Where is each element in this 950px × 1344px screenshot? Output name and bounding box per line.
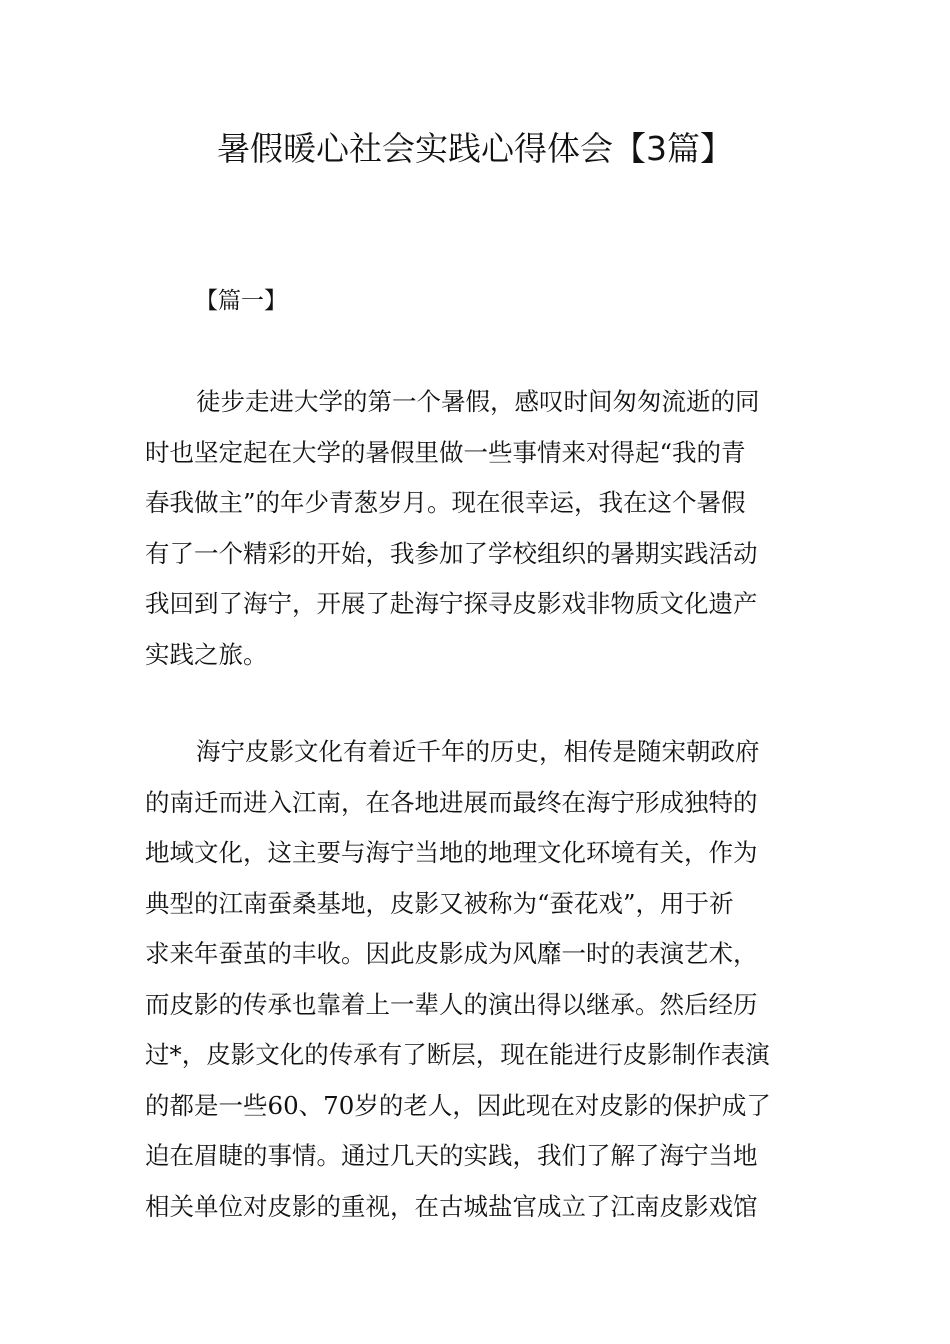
paragraph-line: 时也坚定起在大学的暑假里做一些事情来对得起“我的青 bbox=[145, 437, 746, 467]
paragraph-line: 典型的江南蚕桑基地，皮影又被称为“蚕花戏”，用于祈 bbox=[145, 888, 734, 918]
paragraph-line: 地域文化，这主要与海宁当地的地理文化环境有关，作为 bbox=[145, 838, 758, 867]
paragraph-line: 相关单位对皮影的重视，在古城盐官成立了江南皮影戏馆 bbox=[145, 1191, 758, 1221]
paragraph-line: 的都是一些60、70岁的老人，因此现在对皮影的保护成了 bbox=[145, 1090, 771, 1120]
paragraph-line: 春我做主”的年少青葱岁月。现在很幸运，我在这个暑假 bbox=[145, 488, 746, 517]
paragraph-line: 徒步走进大学的第一个暑假，感叹时间匆匆流逝的同 bbox=[196, 387, 760, 416]
paragraph-line: 迫在眉睫的事情。通过几天的实践，我们了解了海宁当地 bbox=[145, 1141, 758, 1170]
document-title: 暑假暖心社会实践心得体会【3篇】 bbox=[217, 129, 733, 168]
paragraph-line: 有了一个精彩的开始，我参加了学校组织的暑期实践活动 bbox=[145, 538, 758, 568]
paragraph-1 bbox=[145, 377, 807, 680]
paragraph-line: 海宁皮影文化有着近千年的历史，相传是随宋朝政府 bbox=[196, 737, 760, 766]
paragraph-line: 实践之旅。 bbox=[145, 639, 268, 669]
paragraph-line: 的南迁而进入江南，在各地进展而最终在海宁形成独特的 bbox=[145, 787, 758, 817]
paragraph-line: 过*，皮影文化的传承有了断层，现在能进行皮影制作表演 bbox=[145, 1040, 770, 1069]
paragraph-2 bbox=[145, 727, 807, 1232]
paragraph-line: 我回到了海宁，开展了赴海宁探寻皮影戏非物质文化遗产 bbox=[145, 589, 758, 618]
paragraph-line: 而皮影的传承也靠着上一辈人的演出得以继承。然后经历 bbox=[145, 989, 758, 1019]
paragraph-line: 求来年蚕茧的丰收。因此皮影成为风靡一时的表演艺术， bbox=[145, 939, 758, 968]
section-heading: 【篇一】 bbox=[195, 288, 287, 314]
